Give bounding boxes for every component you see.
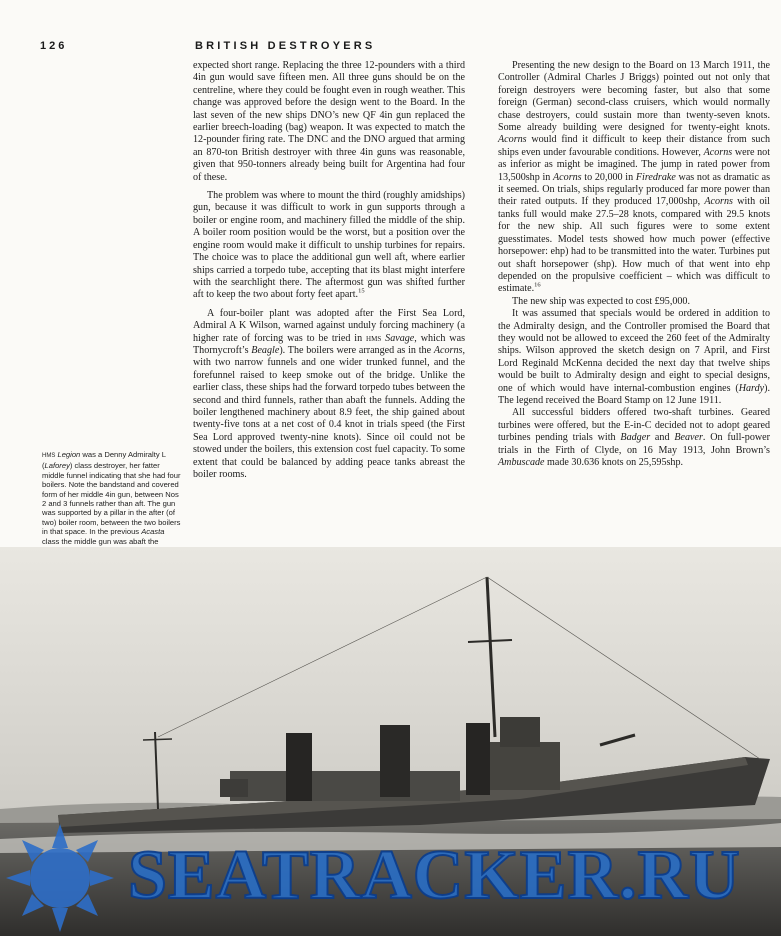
paragraph-text: ). The boilers were arranged as in the (279, 344, 434, 356)
ship-name: Acorns (703, 146, 733, 158)
paragraph-text: A four-boiler plant was adopted after the First Sea Lord, Admiral A K Wilson, warned against unduly forcing machinery (a higher rate of forcing was to be tried in (193, 307, 465, 344)
paragraph-text: All successful bidders offered two-shaft turbines. Geared turbines were offered, but the E-in-C decided not to adopt geared turbines pending trials with (498, 407, 770, 444)
paragraph-text: was not as dramatic as it seemed. On trials, ships regularly produced far more power than their rated outputs. If they produced 17,000shp, (498, 171, 770, 208)
paragraph-text: made 30.636 knots on 25,595shp. (544, 457, 684, 468)
caption-former-name: Laforey (44, 461, 70, 471)
paragraph-text: , which was Thornycroft’s (193, 332, 465, 356)
ship-name: Badger (620, 432, 651, 444)
paragraph: The new ship was expected to cost £95,000. (512, 295, 691, 307)
ship-name: Beagle (251, 344, 280, 356)
ship-name: Savage (385, 332, 415, 344)
caption-ship-name: Legion (57, 450, 81, 459)
text-column-middle (193, 60, 465, 481)
paragraph-text: with oil tanks full would make 27.5–28 knots, compared with 29.5 knots for the new ship. All such figures were to some extent guesstimates. Model tests showed how much power (effective horsepower: ehp) had to be transmitted into the water. Turbines put out shaft horsepower (shp). How much of that went into ehp depended on the propulsive coefficient – which was difficult to estimate. (498, 196, 770, 295)
ship-name: Acorns (704, 196, 733, 208)
paragraph (498, 60, 770, 296)
page-number: 126 (40, 40, 68, 52)
text-column-right (498, 60, 770, 469)
caption-text-a: was a Denny Admiralty L ( (42, 450, 166, 471)
paragraph-text: The problem was where to mount the third (roughly amidships) gun, because it was difficult to work in gun supports through a boiler or engine room, and machinery filled the middle of the ship. A boiler room position would be the worst, but a position over the engine room would make it difficult to unship turbines for repairs. The choice was to place the additional gun well aft, where earlier ships carried a torpedo tube, accepting that its blast might interfere with the searchlight there. The aftermost gun was shifted further aft to keep the two about forty feet apart. (193, 190, 465, 301)
paragraph-text: Presenting the new design to the Board on 13 March 1911, the Controller (Admiral Charles J Briggs) pointed out not only that foreign destroyers were becoming faster, but also that some foreign (German) second-class cruisers, which would normally chase destroyers, could sustain more than twenty-seven knots. Some already building were designed for twenty-eight knots. (498, 60, 770, 134)
caption-text-b: ) class destroyer, her fatter middle funnel indicating that she had four boilers. Note the bandstand and covered form of her middle 4in gun, between Nos 2 and 3 funnels rather than aft. The gun was supported by a pillar in the after (of two) boiler room, between the two boilers in that space. In the previous (42, 461, 181, 537)
ship-name: Acorns (498, 134, 527, 146)
ship-name: Hardy (738, 382, 765, 394)
footnote-ref: 16 (534, 281, 541, 289)
paragraph-text: ). The legend received the Board Stamp on 12 June 1911. (498, 382, 770, 406)
ship-name: Beaver (674, 432, 703, 444)
paragraph-text: , with two narrow funnels and one wider trunked funnel, and the forefunnel raised to keep smoke out of the bridge. Unlike the earlier class, these ships had the forward torpedo tubes between the second and third funnels, rather than abaft the funnels. Adding the boiler lengthened machinery about 8.9 feet, the ship gained about twenty-five tons at a net cost of 0.4 knot in trials speed (the First Sea Lord approved twenty-nine knots). Since oil could not be stowed under the boilers, this extension cost fuel capacity. To some extent that could be balanced by adding peace tanks abreast the boiler rooms. (193, 344, 465, 480)
ship-name: Ambuscade (498, 457, 545, 468)
ship-name: Firedrake (635, 171, 676, 183)
caption-prev-class: Acasta (141, 527, 165, 537)
paragraph-text: to 20,000 in (581, 171, 636, 183)
footnote-ref: 15 (358, 287, 365, 295)
paragraph (193, 190, 465, 302)
paragraph (498, 407, 770, 469)
ship-name: Acorns (433, 344, 463, 356)
photo-caption (42, 450, 182, 555)
paragraph-text: and (650, 432, 675, 444)
paragraph (193, 308, 465, 482)
watermark-text: SEATRACKER.RU (128, 837, 741, 914)
ship-name: Acorns (553, 171, 582, 183)
paragraph-text: would find it difficult to keep their distance from such ships even under favourable conditions. However, (498, 134, 770, 158)
paragraph-text: It was assumed that specials would be ordered in addition to the Admiralty design, and the Controller promised the Board that they would not be allowed to exceed the 260 feet of the Admiralty ships. Wilson approved the sketch design on 7 April, and First Lord Reginald McKenna decided the next day that twelve ships would be built to Admiralty design and eight to special designs, one of which would have internal-combustion engines ( (498, 308, 770, 394)
paragraph-text: were not as inferior as might be imagined. The jump in rated power from 13,500shp in (498, 146, 771, 183)
running-head: BRITISH DESTROYERS (195, 40, 376, 52)
caption-text-c: class the middle gun was abaft the (42, 536, 159, 546)
caption-ship-prefix: HMS (42, 453, 56, 459)
paragraph: expected short range. Replacing the three 12-pounders with a third 4in gun would save fifteen men. All three guns should be on the centreline, where they could be fought even in rough weather. This change was approved before the design went to the Board. In the last seven of the new ships DNO’s new QF 4in gun replaced the earlier breech-loading (bag) weapon. It was expected to match the 12-pounder firing rate. The DNC and the DNO argued that arming an 870-ton British destroyer with three 4in guns was reasonable, given that 950-tonners already being built for Argentina had four of these. (193, 60, 465, 183)
ship-prefix: HMS (366, 334, 382, 343)
paragraph-text: . On full-power trials in the Firth of Clyde, on 16 May 1913, John Brown’s (498, 432, 771, 456)
paragraph (498, 308, 770, 407)
